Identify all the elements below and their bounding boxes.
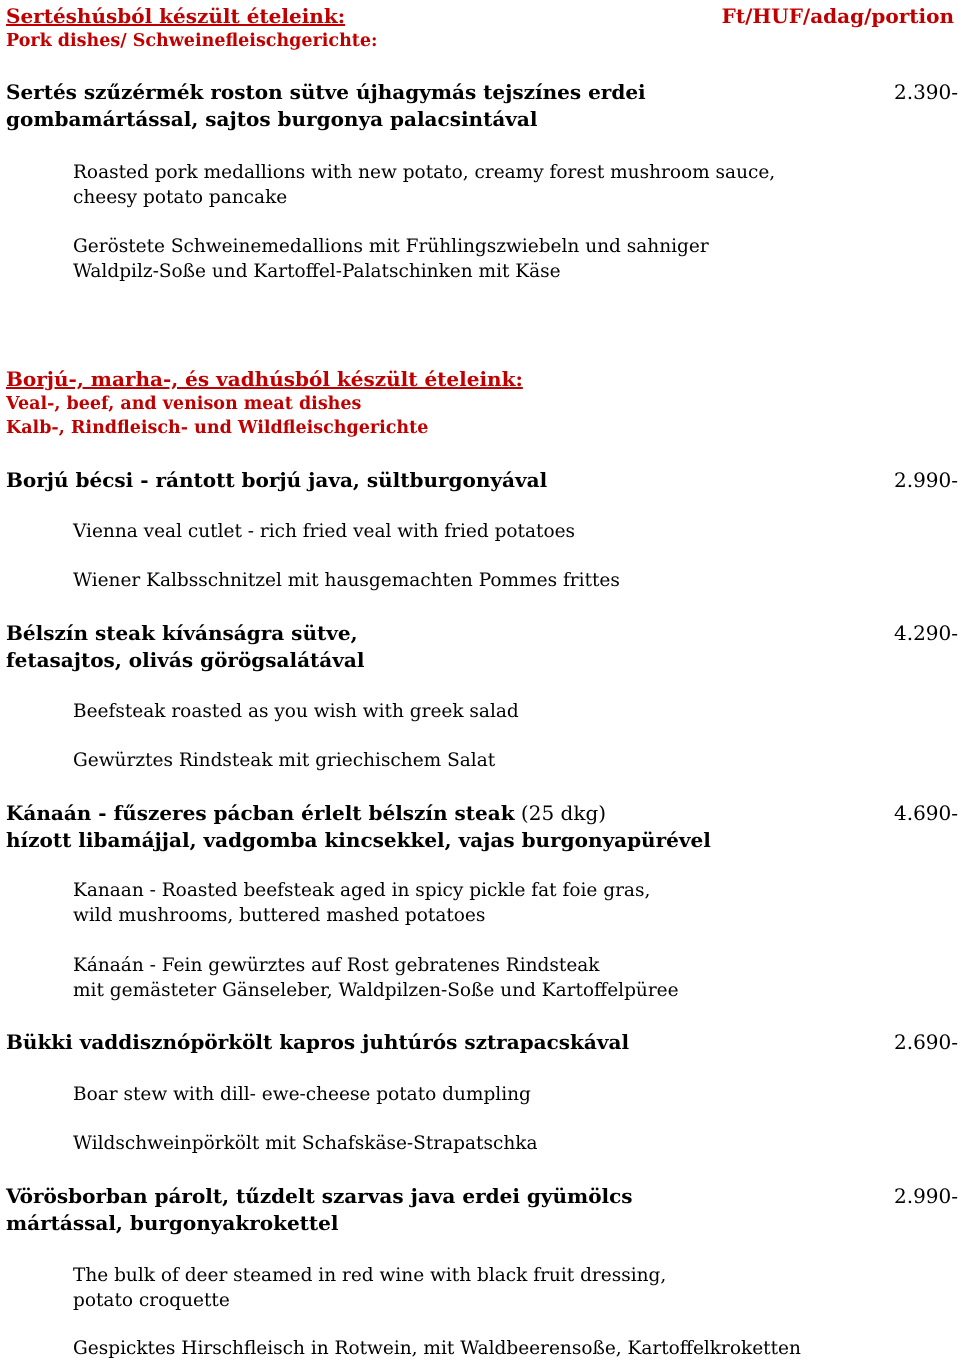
veal-beef-section-subtitle-en: Veal-, beef, and venison meat dishes xyxy=(6,394,362,414)
dish-description-de: Geröstete Schweinemedallions mit Frühlingszwiebeln und sahniger xyxy=(73,236,709,257)
veal-beef-section-subtitle-de: Kalb-, Rindfleisch- und Wildfleischgerichte xyxy=(6,418,429,438)
dish-name-line: fetasajtos, olivás görögsalátával xyxy=(6,648,365,672)
dish-description-en: The bulk of deer steamed in red wine with black fruit dressing, xyxy=(73,1265,667,1286)
dish-description-de: Kánaán - Fein gewürztes auf Rost gebratenes Rindsteak xyxy=(73,955,600,976)
dish-description-en: Vienna veal cutlet - rich fried veal with fried potatoes xyxy=(73,521,576,542)
dish-name-line: gombamártással, sajtos burgonya palacsintával xyxy=(6,107,538,131)
dish-description-de: Wildschweinpörkölt mit Schafskäse-Strapatschka xyxy=(73,1133,538,1154)
dish-name-line: Vörösborban párolt, tűzdelt szarvas java erdei gyümölcs xyxy=(6,1184,633,1208)
price-unit-label: Ft/HUF/adag/portion xyxy=(721,4,954,28)
dish-name-line: Bélszín steak kívánságra sütve, xyxy=(6,621,358,645)
dish-description-de: Wiener Kalbsschnitzel mit hausgemachten Pommes frittes xyxy=(73,570,620,591)
dish-price: 2.990- xyxy=(893,1184,958,1208)
dish-description-de: Gewürztes Rindsteak mit griechischem Salat xyxy=(73,750,496,771)
veal-beef-section-title: Borjú-, marha-, és vadhúsból készült ételeink: xyxy=(6,367,523,391)
dish-description-de: mit gemästeter Gänseleber, Waldpilzen-Soße und Kartoffelpüree xyxy=(73,980,679,1001)
dish-price: 2.990- xyxy=(893,468,958,492)
dish-description-en: potato croquette xyxy=(73,1290,230,1311)
dish-weight: (25 dkg) xyxy=(514,801,607,825)
dish-description-de: Waldpilz-Soße und Kartoffel-Palatschinken mit Käse xyxy=(73,261,561,282)
dish-price: 2.390- xyxy=(893,80,958,104)
dish-price: 2.690- xyxy=(893,1030,958,1054)
dish-name-line: hízott libamájjal, vadgomba kincsekkel, vajas burgonyapürével xyxy=(6,828,711,852)
dish-name-line: Borjú bécsi - rántott borjú java, sültburgonyával xyxy=(6,468,548,492)
dish-description-en: Kanaan - Roasted beefsteak aged in spicy pickle fat foie gras, xyxy=(73,880,651,901)
dish-price: 4.290- xyxy=(893,621,958,645)
pork-section-subtitle: Pork dishes/ Schweinefleischgerichte: xyxy=(6,31,378,51)
dish-name-bold: Kánaán - fűszeres pácban érlelt bélszín steak xyxy=(6,801,515,825)
dish-name-line: mártással, burgonyakrokettel xyxy=(6,1211,339,1235)
dish-description-en: Beefsteak roasted as you wish with greek salad xyxy=(73,701,519,722)
dish-price: 4.690- xyxy=(893,801,958,825)
dish-name-line: Sertés szűzérmék roston sütve újhagymás tejszínes erdei xyxy=(6,80,646,104)
dish-description-en: Boar stew with dill- ewe-cheese potato dumpling xyxy=(73,1084,531,1105)
dish-description-en: wild mushrooms, buttered mashed potatoes xyxy=(73,905,486,926)
pork-section-title: Sertéshúsból készült ételeink: xyxy=(6,4,346,28)
dish-name-line xyxy=(6,800,606,827)
dish-description-de: Gespicktes Hirschfleisch in Rotwein, mit Waldbeerensoße, Kartoffelkroketten xyxy=(73,1338,801,1359)
dish-description-en: cheesy potato pancake xyxy=(73,187,288,208)
dish-name-line: Bükki vaddisznópörkölt kapros juhtúrós sztrapacskával xyxy=(6,1030,630,1054)
dish-description-en: Roasted pork medallions with new potato, creamy forest mushroom sauce, xyxy=(73,162,776,183)
